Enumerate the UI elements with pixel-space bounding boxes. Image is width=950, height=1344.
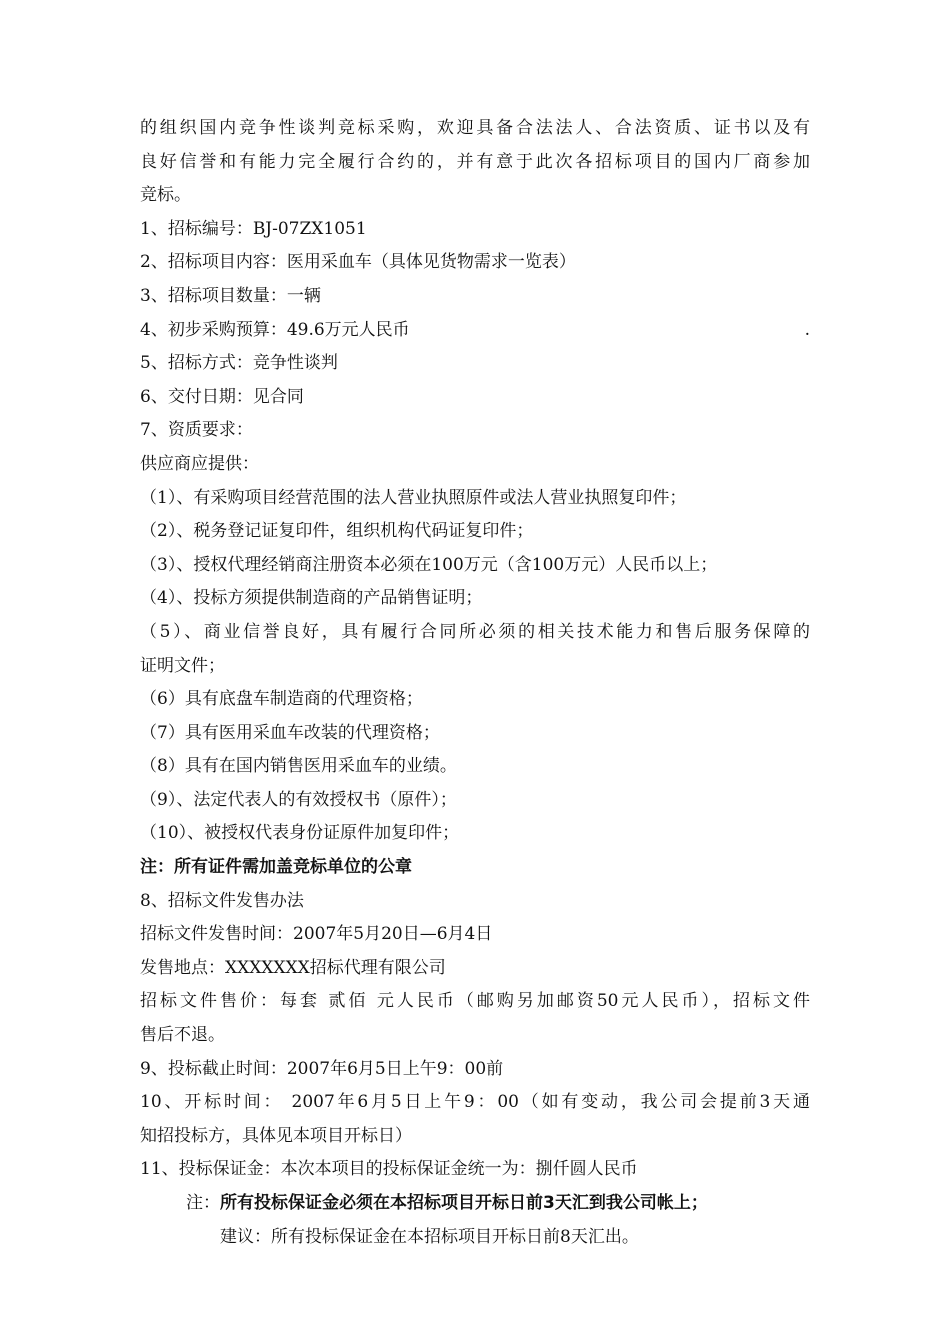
note-deposit-prefix: 注： bbox=[186, 1193, 220, 1213]
qualification-9: （9）、法定代表人的有效授权书（原件）； bbox=[140, 789, 457, 810]
note-official-seal: 注：所有证件需加盖竞标单位的公章 bbox=[140, 857, 412, 878]
intro-line-2: 良好信誉和有能力完全履行合约的，并有意于此次各招标项目的国内厂商参加 bbox=[140, 151, 810, 172]
item-budget: 4、初步采购预算：49.6万元人民币 bbox=[140, 319, 410, 340]
qualification-4: （4）、投标方须提供制造商的产品销售证明； bbox=[140, 588, 483, 609]
qualification-8: （8）具有在国内销售医用采血车的业绩。 bbox=[140, 756, 457, 777]
item-qualification: 7、资质要求： bbox=[140, 420, 253, 441]
item-opening-time-line-2: 知招投标方，具体见本项目开标日） bbox=[140, 1125, 412, 1146]
intro-line-3: 竞标。 bbox=[140, 185, 191, 206]
note-deposit bbox=[140, 1187, 810, 1221]
item-project-content: 2、招标项目内容：医用采血车（具体见货物需求一览表） bbox=[140, 252, 576, 273]
sale-time: 招标文件发售时间：2007年5月20日—6月4日 bbox=[140, 924, 493, 945]
item-quantity: 3、招标项目数量：一辆 bbox=[140, 285, 321, 306]
qualification-5-line-2: 证明文件； bbox=[140, 655, 225, 676]
sale-price-line-1: 招标文件售价：每套 贰佰 元人民币（邮购另加邮资50元人民币），招标文件 bbox=[140, 991, 810, 1012]
qualification-6: （6）具有底盘车制造商的代理资格； bbox=[140, 689, 423, 710]
qualification-7: （7）具有医用采血车改装的代理资格； bbox=[140, 722, 440, 743]
supplier-provide-heading: 供应商应提供： bbox=[140, 453, 259, 474]
item-bid-method: 5、招标方式：竞争性谈判 bbox=[140, 353, 338, 374]
item-opening-time-line-1: 10、开标时间： 2007年6月5日上午9：00（如有变动，我公司会提前3天通 bbox=[140, 1092, 810, 1113]
intro-line-1: 的组织国内竞争性谈判竞标采购，欢迎具备合法法人、合法资质、证书以及有 bbox=[140, 118, 810, 138]
qualification-10: （10）、被授权代表身份证原件加复印件； bbox=[140, 823, 460, 844]
budget-trailing-dot: . bbox=[804, 319, 810, 340]
qualification-5-line-1: （5）、商业信誉良好，具有履行合同所必须的相关技术能力和售后服务保障的 bbox=[140, 621, 810, 642]
item-bid-number: 1、招标编号：BJ-07ZX1051 bbox=[140, 218, 367, 239]
item-budget-row bbox=[140, 314, 810, 348]
note-deposit-text: 所有投标保证金必须在本招标项目开标日前3天汇到我公司帐上； bbox=[220, 1193, 708, 1213]
qualification-2: （2）、税务登记证复印件，组织机构代码证复印件； bbox=[140, 521, 534, 542]
item-document-sale: 8、招标文件发售办法 bbox=[140, 890, 304, 911]
item-delivery-date: 6、交付日期：见合同 bbox=[140, 386, 304, 407]
item-deadline: 9、投标截止时间：2007年6月5日上午9：00前 bbox=[140, 1058, 504, 1079]
sale-price-line-2: 售后不退。 bbox=[140, 1025, 225, 1046]
qualification-1: （1）、有采购项目经营范围的法人营业执照原件或法人营业执照复印件； bbox=[140, 487, 687, 508]
sale-place: 发售地点：XXXXXXX招标代理有限公司 bbox=[140, 957, 446, 978]
advice-deposit: 建议：所有投标保证金在本招标项目开标日前8天汇出。 bbox=[220, 1226, 639, 1247]
document-body bbox=[140, 112, 810, 1254]
item-deposit: 11、投标保证金：本次本项目的投标保证金统一为：捌仟圆人民币 bbox=[140, 1159, 638, 1180]
qualification-3: （3）、授权代理经销商注册资本必须在100万元（含100万元）人民币以上； bbox=[140, 554, 718, 575]
